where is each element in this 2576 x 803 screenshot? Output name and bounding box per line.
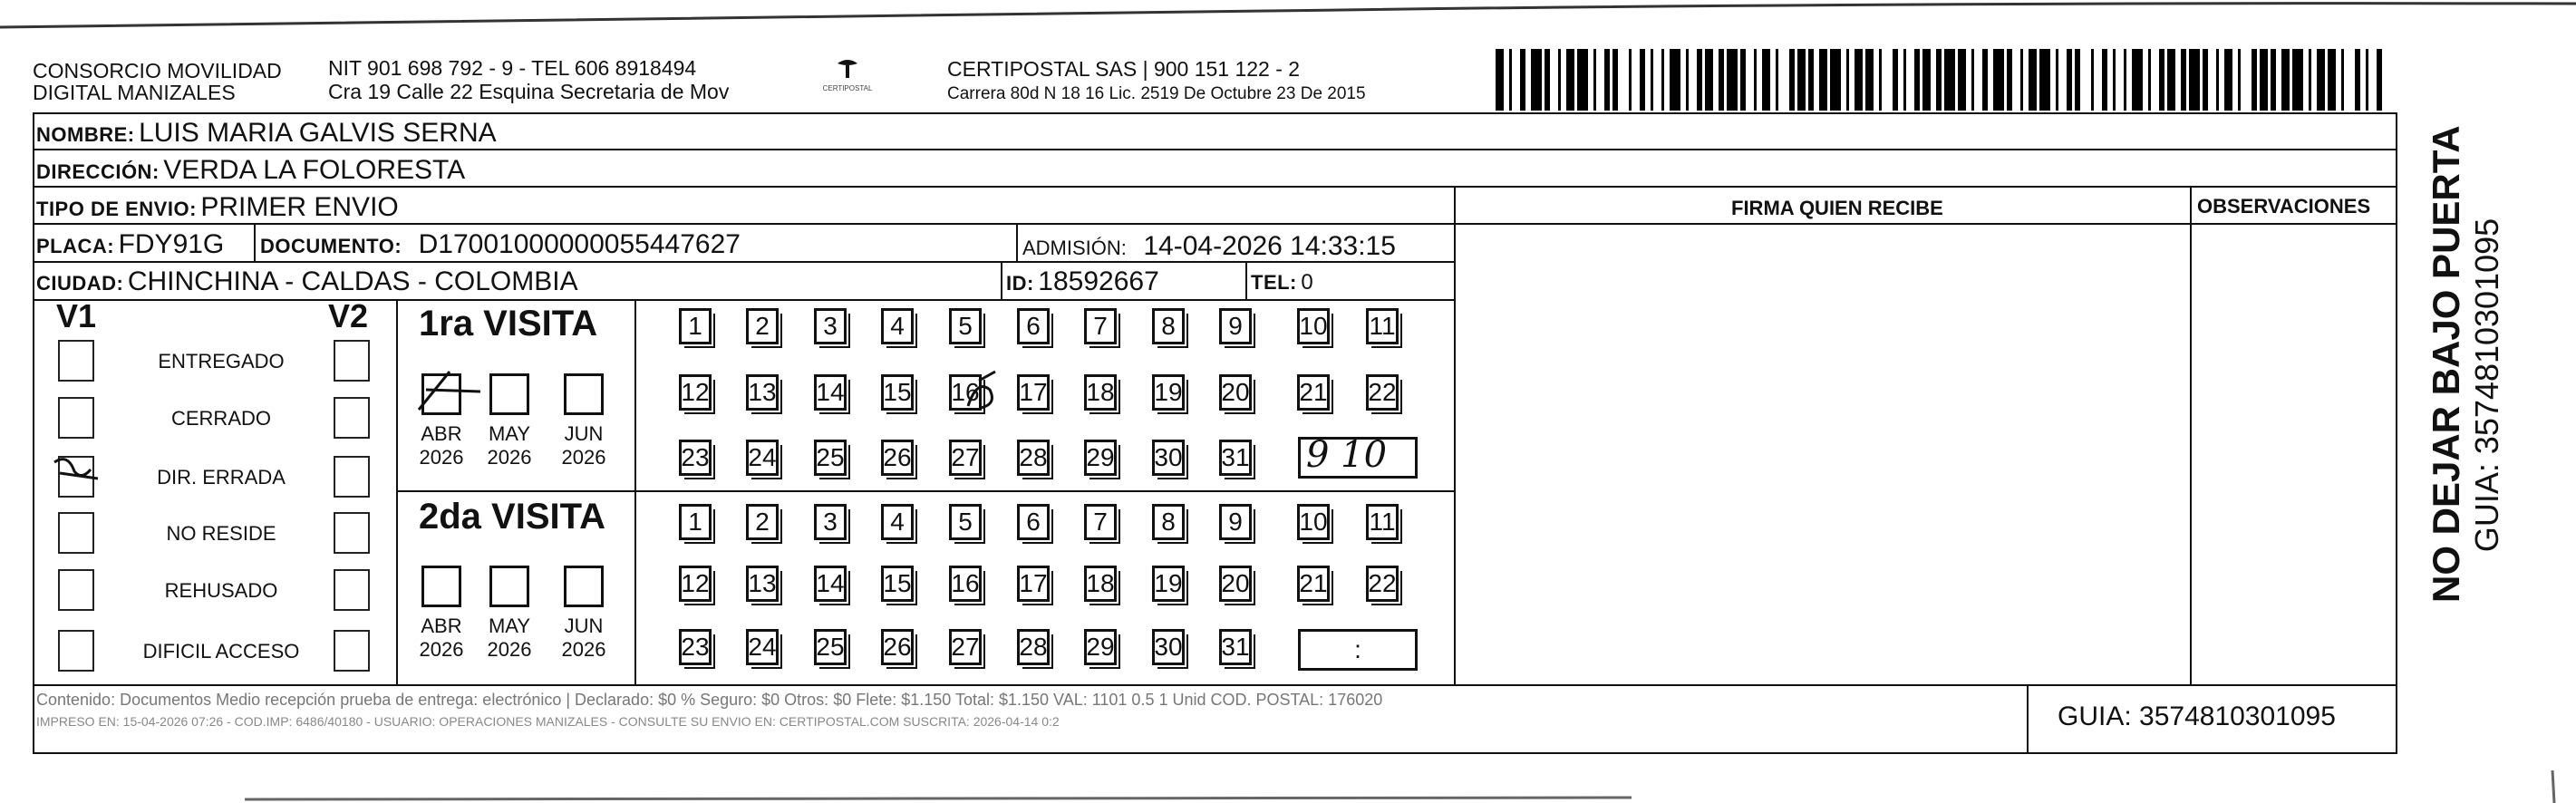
tipo-envio-row bbox=[36, 192, 399, 223]
first-visit-day-box[interactable]: 26 bbox=[881, 440, 914, 476]
placa-value: FDY91G bbox=[118, 229, 225, 259]
time-colon: : bbox=[1354, 635, 1361, 663]
v2-heading: V2 bbox=[328, 297, 369, 334]
ciudad-label: CIUDAD: bbox=[36, 272, 124, 295]
placa-row bbox=[36, 229, 224, 260]
time-box-second[interactable] bbox=[1298, 629, 1418, 671]
second-visit-day-box[interactable]: 5 bbox=[949, 504, 982, 540]
month-year: 2026 bbox=[561, 446, 606, 469]
second-visit-day-box[interactable]: 23 bbox=[679, 629, 712, 665]
v2-checkbox[interactable] bbox=[334, 512, 370, 554]
first-visit-day-box[interactable]: 25 bbox=[814, 440, 847, 476]
month-year: 2026 bbox=[419, 446, 464, 469]
observaciones-header: OBSERVACIONES bbox=[2197, 195, 2371, 218]
first-visit-day-box[interactable]: 21 bbox=[1297, 374, 1330, 411]
placa-label: PLACA: bbox=[36, 235, 115, 257]
handwritten-time: 9 10 bbox=[1306, 434, 1388, 476]
first-visit-day-box[interactable]: 19 bbox=[1152, 374, 1185, 411]
second-visit-day-box[interactable]: 8 bbox=[1152, 504, 1185, 540]
side-notice bbox=[2411, 125, 2520, 643]
second-visit-day-box[interactable]: 2 bbox=[746, 504, 779, 540]
second-visit-day-box[interactable]: 4 bbox=[881, 504, 914, 540]
no-dejar-bajo-puerta: NO DEJAR BAJO PUERTA bbox=[2425, 125, 2467, 603]
first-visit-day-box[interactable]: 2 bbox=[746, 308, 779, 344]
v1-checkbox[interactable] bbox=[58, 569, 94, 611]
second-visit-day-box[interactable]: 18 bbox=[1084, 566, 1117, 602]
first-visit-month-checkbox[interactable] bbox=[421, 373, 461, 415]
company-nit: NIT 901 698 792 - 9 - TEL 606 8918494 Cra 19 Calle 22 Esquina Secretaria de Mov bbox=[328, 56, 730, 103]
first-visit-day-box[interactable]: 27 bbox=[949, 440, 982, 476]
nombre-row bbox=[36, 118, 497, 149]
first-visit-day-box[interactable]: 31 bbox=[1219, 440, 1252, 476]
footer-guia: GUIA: 3574810301095 bbox=[2058, 701, 2336, 731]
second-visit-day-box[interactable]: 16 bbox=[949, 566, 982, 602]
second-visit-day-box[interactable]: 31 bbox=[1219, 629, 1252, 665]
first-visit-day-box[interactable]: 12 bbox=[679, 374, 712, 411]
admision-value: 14-04-2026 14:33:15 bbox=[1143, 231, 1396, 261]
v1-checkbox[interactable] bbox=[58, 512, 94, 554]
v1-heading: V1 bbox=[56, 297, 97, 334]
second-visit-day-box[interactable]: 3 bbox=[814, 504, 847, 540]
month-year: 2026 bbox=[419, 638, 464, 661]
v2-checkbox[interactable] bbox=[334, 397, 370, 439]
second-visit-title: 2da VISITA bbox=[419, 497, 605, 537]
second-visit-month-checkbox[interactable] bbox=[489, 566, 529, 607]
second-visit-day-box[interactable]: 26 bbox=[881, 629, 914, 665]
v2-checkbox[interactable] bbox=[334, 569, 370, 611]
v1-checkbox[interactable] bbox=[58, 340, 94, 382]
month-year: 2026 bbox=[487, 638, 532, 661]
second-visit-day-box[interactable]: 21 bbox=[1297, 566, 1330, 602]
direccion-label: DIRECCIÓN: bbox=[36, 160, 160, 183]
first-visit-day-box[interactable]: 18 bbox=[1084, 374, 1117, 411]
first-visit-title: 1ra VISITA bbox=[419, 304, 598, 343]
first-visit-day-box[interactable]: 5 bbox=[949, 308, 982, 344]
month-year: 2026 bbox=[561, 638, 606, 661]
first-visit-month-checkbox[interactable] bbox=[489, 373, 529, 415]
second-visit-day-box[interactable]: 29 bbox=[1084, 629, 1117, 665]
option-label: DIR. ERRADA bbox=[157, 466, 286, 489]
id-value: 18592667 bbox=[1038, 266, 1159, 296]
first-visit-day-box[interactable]: 1 bbox=[679, 308, 712, 344]
second-visit-day-box[interactable]: 25 bbox=[814, 629, 847, 665]
second-visit-day-box[interactable]: 20 bbox=[1219, 566, 1252, 602]
ciudad-value: CHINCHINA - CALDAS - COLOMBIA bbox=[127, 266, 578, 296]
first-visit-day-box[interactable]: 17 bbox=[1017, 374, 1050, 411]
first-visit-month-label bbox=[410, 422, 473, 469]
month-year: 2026 bbox=[487, 446, 532, 469]
second-visit-day-box[interactable]: 28 bbox=[1017, 629, 1050, 665]
first-visit-day-box[interactable]: 3 bbox=[814, 308, 847, 344]
first-visit-day-box[interactable]: 22 bbox=[1366, 374, 1399, 411]
v1-checkbox[interactable] bbox=[58, 397, 94, 439]
second-visit-month-label bbox=[478, 614, 541, 662]
second-visit-month-checkbox[interactable] bbox=[564, 566, 604, 607]
second-visit-day-box[interactable]: 27 bbox=[949, 629, 982, 665]
scan-bottom-edge bbox=[0, 770, 2576, 803]
barcode bbox=[1496, 49, 2384, 112]
second-visit-day-box[interactable]: 10 bbox=[1297, 504, 1330, 540]
second-visit-day-box[interactable]: 11 bbox=[1366, 504, 1399, 540]
first-visit-month-checkbox[interactable] bbox=[564, 373, 604, 415]
footer-print-info: IMPRESO EN: 15-04-2026 07:26 - COD.IMP: 6486/40180 - USUARIO: OPERACIONES MANIZALES - CONSULTE SU ENVIO EN: CERTIPOSTAL.COM SUSCRITA: 2026-04-14 0:2 bbox=[36, 714, 1060, 729]
company-name: CONSORCIO MOVILIDAD DIGITAL MANIZALES bbox=[33, 59, 282, 104]
first-visit-day-box[interactable]: 20 bbox=[1219, 374, 1252, 411]
second-visit-day-box[interactable]: 12 bbox=[679, 566, 712, 602]
option-label: REHUSADO bbox=[164, 579, 278, 602]
first-visit-day-box[interactable]: 11 bbox=[1366, 308, 1399, 344]
month-name: MAY bbox=[488, 614, 531, 637]
tipo-envio-label: TIPO DE ENVIO: bbox=[36, 198, 197, 220]
first-visit-day-box[interactable]: 16 bbox=[949, 374, 982, 411]
month-name: JUN bbox=[564, 422, 604, 445]
month-name: ABR bbox=[421, 614, 462, 637]
tel-label: TEL: bbox=[1251, 271, 1297, 294]
carrier-info: CERTIPOSTAL SAS | 900 151 122 - 2 Carrera 80d N 18 16 Lic. 2519 De Octubre 23 De 2015 bbox=[947, 57, 1366, 103]
first-visit-day-box[interactable]: 9 bbox=[1219, 308, 1252, 344]
second-visit-day-box[interactable]: 13 bbox=[746, 566, 779, 602]
id-label: ID: bbox=[1006, 272, 1034, 295]
second-visit-day-box[interactable]: 30 bbox=[1152, 629, 1185, 665]
second-visit-day-box[interactable]: 14 bbox=[814, 566, 847, 602]
first-visit-day-box[interactable]: 7 bbox=[1084, 308, 1117, 344]
documento-value: D17001000000055447627 bbox=[418, 229, 741, 259]
v1-checkbox[interactable] bbox=[58, 456, 94, 498]
direccion-row bbox=[36, 155, 465, 186]
second-visit-day-box[interactable]: 19 bbox=[1152, 566, 1185, 602]
second-visit-day-box[interactable]: 22 bbox=[1366, 566, 1399, 602]
first-visit-day-box[interactable]: 24 bbox=[746, 440, 779, 476]
first-visit-month-label bbox=[478, 422, 541, 469]
v2-checkbox[interactable] bbox=[334, 340, 370, 382]
nombre-value: LUIS MARIA GALVIS SERNA bbox=[139, 118, 497, 148]
id-row bbox=[1006, 266, 1159, 297]
admision-row bbox=[1022, 231, 1396, 262]
first-visit-day-box[interactable]: 4 bbox=[881, 308, 914, 344]
second-visit-day-box[interactable]: 15 bbox=[881, 566, 914, 602]
month-name: ABR bbox=[421, 422, 462, 445]
time-box-first[interactable] bbox=[1298, 434, 1418, 479]
option-label: DIFICIL ACCESO bbox=[142, 640, 300, 663]
first-visit-day-box[interactable]: 15 bbox=[881, 374, 914, 411]
certipostal-logo: CERTIPOSTAL bbox=[816, 58, 879, 103]
ciudad-row bbox=[36, 266, 578, 297]
footer-contents: Contenido: Documentos Medio recepción prueba de entrega: electrónico | Declarado: $0 % Seguro: $0 Otros: $0 Flete: $1.150 Total: $1.150 VAL: 1101 0.5 1 Unid COD. POSTAL: 176020 bbox=[36, 691, 1383, 709]
month-name: JUN bbox=[564, 614, 604, 637]
admision-label: ADMISIÓN: bbox=[1022, 237, 1127, 259]
second-visit-day-box[interactable]: 1 bbox=[679, 504, 712, 540]
second-visit-month-label bbox=[410, 614, 473, 662]
first-visit-day-box[interactable]: 10 bbox=[1297, 308, 1330, 344]
option-label: CERRADO bbox=[170, 407, 271, 430]
v1-checkbox[interactable] bbox=[58, 630, 94, 672]
option-label: NO RESIDE bbox=[166, 522, 276, 545]
first-visit-month-label bbox=[552, 422, 615, 469]
first-visit-day-box[interactable]: 13 bbox=[746, 374, 779, 411]
first-visit-day-box[interactable]: 28 bbox=[1017, 440, 1050, 476]
second-visit-day-box[interactable]: 24 bbox=[746, 629, 779, 665]
tipo-envio-value: PRIMER ENVIO bbox=[200, 192, 399, 222]
first-visit-day-box[interactable]: 6 bbox=[1017, 308, 1050, 344]
tel-row bbox=[1251, 270, 1313, 295]
first-visit-day-box[interactable]: 29 bbox=[1084, 440, 1117, 476]
v2-checkbox[interactable] bbox=[334, 456, 370, 498]
nombre-label: NOMBRE: bbox=[36, 123, 135, 146]
firma-header: FIRMA QUIEN RECIBE bbox=[1731, 197, 1943, 219]
first-visit-day-box[interactable]: 30 bbox=[1152, 440, 1185, 476]
scan-top-edge bbox=[0, 0, 2576, 36]
second-visit-day-box[interactable]: 7 bbox=[1084, 504, 1117, 540]
first-visit-day-box[interactable]: 8 bbox=[1152, 308, 1185, 344]
first-visit-day-box[interactable]: 14 bbox=[814, 374, 847, 411]
side-guia: GUIA: 3574810301095 bbox=[2468, 218, 2505, 553]
second-visit-month-label bbox=[552, 614, 615, 662]
second-visit-month-checkbox[interactable] bbox=[421, 566, 461, 607]
documento-row bbox=[260, 229, 741, 260]
first-visit-day-box[interactable]: 23 bbox=[679, 440, 712, 476]
v2-checkbox[interactable] bbox=[334, 630, 370, 672]
second-visit-day-box[interactable]: 17 bbox=[1017, 566, 1050, 602]
tel-value: 0 bbox=[1301, 270, 1313, 295]
option-label: ENTREGADO bbox=[158, 350, 285, 372]
documento-label: DOCUMENTO: bbox=[260, 235, 402, 257]
direccion-value: VERDA LA FOLORESTA bbox=[163, 155, 466, 185]
second-visit-day-box[interactable]: 9 bbox=[1219, 504, 1252, 540]
month-name: MAY bbox=[488, 422, 531, 445]
second-visit-day-box[interactable]: 6 bbox=[1017, 504, 1050, 540]
